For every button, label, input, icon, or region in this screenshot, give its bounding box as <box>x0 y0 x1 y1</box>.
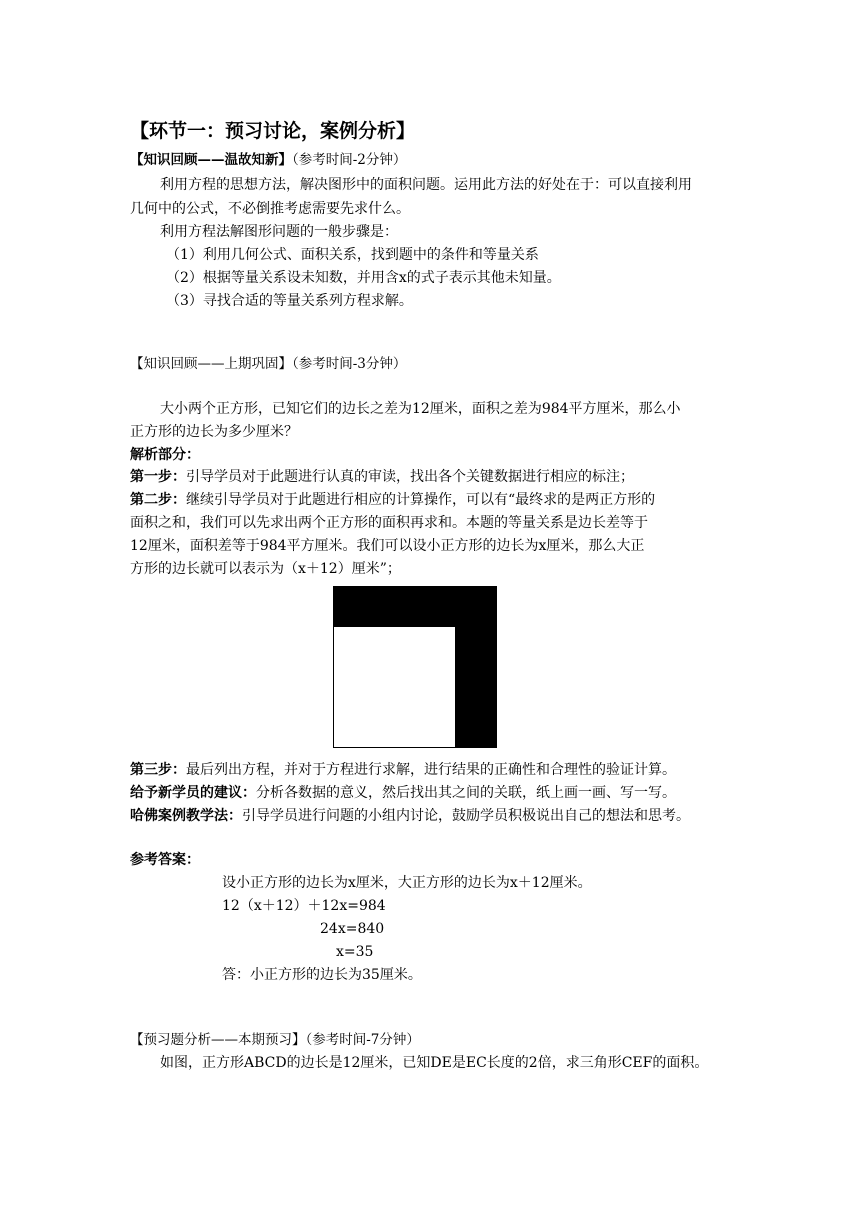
harvard-label: 哈佛案例教学法： <box>130 808 242 824</box>
preview-header-label: 【预习题分析——本期预习】 <box>130 1032 306 1048</box>
harvard-text: 引导学员进行问题的小组内讨论，鼓励学员积极说出自己的想法和思考。 <box>242 808 690 824</box>
preview-problem: 如图，正方形ABCD的边长是12厘米，已知DE是EC长度的2倍，求三角形CEF的面积。 <box>160 1055 709 1071</box>
review1-step-1: （1）利用几何公式、面积关系，找到题中的条件和等量关系 <box>166 247 539 263</box>
problem-line2: 正方形的边长为多少厘米？ <box>130 424 298 440</box>
step2-line3: 12厘米，面积差等于984平方厘米。我们可以设小正方形的边长为x厘米，那么大正 <box>130 538 645 554</box>
answer-line3: 24x=840 <box>320 921 385 937</box>
review2-time: （参考时间-3分钟） <box>292 356 407 372</box>
harvard-method <box>130 806 690 826</box>
answer-line5: 答：小正方形的边长为35厘米。 <box>222 967 422 983</box>
answer-line2: 12（x＋12）＋12x=984 <box>222 898 386 914</box>
review1-step-3: （3）寻找合适的等量关系列方程求解。 <box>166 293 413 309</box>
review2-header-label: 【知识回顾——上期巩固】 <box>130 356 292 372</box>
step1-label: 第一步： <box>130 469 186 485</box>
step2-label: 第二步： <box>130 492 186 508</box>
answer-line4: x=35 <box>336 944 374 960</box>
small-square <box>334 627 455 747</box>
review1-step-2: （2）根据等量关系设未知数，并用含x的式子表示其他未知量。 <box>166 270 561 286</box>
advice-label: 给予新学员的建议： <box>130 785 256 801</box>
review1-header-label: 【知识回顾——温故知新】 <box>130 152 292 168</box>
section-title: 【环节一：预习讨论，案例分析】 <box>130 120 416 142</box>
step1-text: 引导学员对于此题进行认真的审读，找出各个关键数据进行相应的标注； <box>186 469 634 485</box>
review2-header <box>130 354 406 374</box>
review1-time: （参考时间-2分钟） <box>292 152 407 168</box>
preview-time: （参考时间-7分钟） <box>305 1032 420 1048</box>
review1-para1-line2: 几何中的公式，不必倒推考虑需要先求什么。 <box>130 201 410 217</box>
review1-header <box>130 150 406 170</box>
step3-label: 第三步： <box>130 762 186 778</box>
step3 <box>130 760 676 780</box>
answer-label: 参考答案： <box>130 852 200 868</box>
two-squares-diagram <box>333 586 497 748</box>
step2-line2: 面积之和，我们可以先求出两个正方形的面积再求和。本题的等量关系是边长差等于 <box>130 515 648 531</box>
step2-line4: 方形的边长就可以表示为（x＋12）厘米”； <box>130 561 401 577</box>
step3-text: 最后列出方程，并对于方程进行求解，进行结果的正确性和合理性的验证计算。 <box>186 762 676 778</box>
review1-para1-line1: 利用方程的思想方法，解决图形中的面积问题。运用此方法的好处在于：可以直接利用 <box>160 177 692 193</box>
review1-para2: 利用方程法解图形问题的一般步骤是： <box>160 224 398 240</box>
advice-text: 分析各数据的意义，然后找出其之间的关联，纸上画一画、写一写。 <box>256 785 676 801</box>
step2-line1: 继续引导学员对于此题进行相应的计算操作，可以有“最终求的是两正方形的 <box>186 492 656 508</box>
step1 <box>130 467 634 487</box>
step2 <box>130 490 655 510</box>
preview-header <box>130 1030 420 1050</box>
analysis-label: 解析部分： <box>130 447 200 463</box>
problem-line1: 大小两个正方形，已知它们的边长之差为12厘米，面积之差为984平方厘米，那么小 <box>160 401 681 417</box>
answer-line1: 设小正方形的边长为x厘米，大正方形的边长为x＋12厘米。 <box>222 875 592 891</box>
advice <box>130 783 676 803</box>
